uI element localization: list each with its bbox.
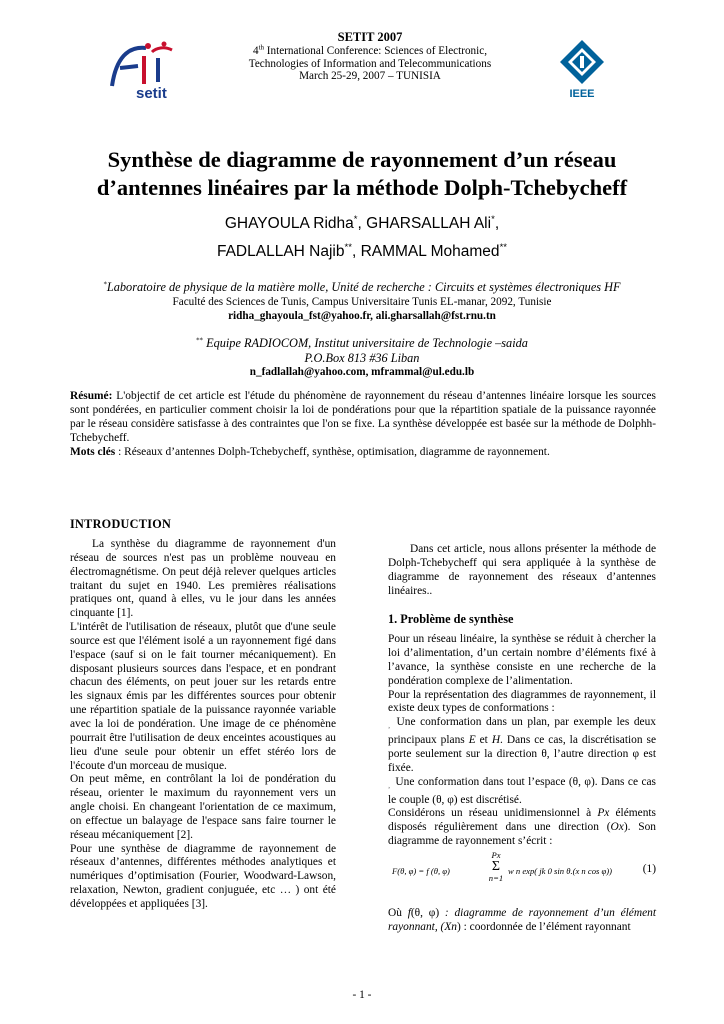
affiliation-1-address: Faculté des Sciences de Tunis, Campus Universitaire Tunis EL-manar, 2092, Tunisie <box>172 296 552 308</box>
setit-logo-text: setit <box>136 85 167 100</box>
paragraph: On peut même, en contrôlant la loi de pondération du réseau, orienter le maximum du rayonnement vers un angle choisi. En changeant l'orientation de ce maximum, on effectue un balayage de l'espace sans faire tourner le réseau mécaniquement [2]. <box>70 773 336 841</box>
equation-number: (1) <box>642 862 656 875</box>
affiliation-1 <box>60 280 664 323</box>
keywords-label: Mots clés <box>70 446 116 458</box>
affiliation-1-mark: * <box>103 280 107 289</box>
author-mark-1: * <box>353 213 358 225</box>
affiliation-2 <box>60 336 664 379</box>
bullet-plane-h: H <box>491 734 501 747</box>
bullet-text: . Dans ce cas, la discrétisation se porte seulement sur la direction θ, l’autre direction φ est fixée. <box>388 734 657 774</box>
text-run: éléments disposés régulièrement dans une direction ( <box>388 807 656 834</box>
paragraph: Pour la représentation des diagrammes de rayonnement, il existe deux types de conformations : <box>388 688 656 715</box>
bullet-item <box>388 776 656 808</box>
text-run: : diagramme de rayonnement d’un élément rayonnant, ( <box>388 906 656 933</box>
bullet-icon: ¸ <box>388 782 390 789</box>
author-list <box>60 210 664 266</box>
bullet-text: Une conformation dans tout l’espace (θ, φ). Dans ce cas le couple (θ, φ) est discrétisé. <box>388 775 656 806</box>
author-separator: , <box>494 215 500 232</box>
equation-rhs: w n exp( jk 0 sin θ.(x n cos φ)) <box>508 865 612 876</box>
conference-date: March 25-29, 2007 – TUNISIA <box>299 70 441 82</box>
section-heading-introduction: INTRODUCTION <box>70 517 172 531</box>
bullet-text: et <box>475 734 492 747</box>
sum-upper-limit: Px <box>491 849 501 860</box>
conference-line-2: Technologies of Information and Telecommunications <box>248 57 492 70</box>
affiliation-2-lab: Equipe RADIOCOM, Institut universitaire de Technologie –saida <box>203 336 528 350</box>
affiliation-2-mark: ** <box>196 336 203 345</box>
bullet-item <box>388 716 656 775</box>
affiliation-2-box: P.O.Box 813 #36 Liban <box>304 351 420 365</box>
author-separator: , <box>351 243 361 260</box>
page-number: - 1 - <box>352 989 372 1001</box>
author-mark-2: * <box>491 213 495 225</box>
abstract-text: L'objectif de cet article est l'étude du phénomène de rayonnement du réseau d’antennes linéaire lorsque les sources sont pondérées, en particulier comment choisir la loi de pondérations pour que la répartition spatiale de la puissance rayonnée par le réseau considère satisfasse à des contraintes que l'on se fixe. La synthèse développée est basée sur la méthode de Dolphh-Tchebycheff. <box>70 390 656 444</box>
title-line-2: d’antennes linéaires par la méthode Dolph-Tchebycheff <box>96 175 628 200</box>
paragraph: Dans cet article, nous allons présenter la méthode de Dolph-Tchebycheff qui sera appliquée à la synthèse de diagramme de rayonnement des réseaux d’antennes linéaires.. <box>388 543 656 597</box>
abstract-body <box>70 389 656 445</box>
text-run: Où <box>388 906 408 919</box>
ieee-logo-text: IEEE <box>569 88 595 100</box>
var-ox: Ox <box>610 821 624 834</box>
bullet-icon: ¸ <box>388 723 390 730</box>
equation-1 <box>388 851 656 893</box>
author-rammal: RAMMAL Mohamed <box>360 243 500 260</box>
text-run: ) : coordonnée de l’élément rayonnant <box>456 920 631 933</box>
author-mark-4: ** <box>499 241 508 253</box>
bullet-text: Une conformation dans un plan, par exemple les deux principaux plans <box>388 716 656 747</box>
paragraph: Pour une synthèse de diagramme de rayonnement de réseaux d’antennes, différentes méthodes analytiques et numériques d’optimisation (Fourier, Woodward-Lawson, relaxation, Newton, gradient conjuguée, etc … ) ont été développées et appliquées [3]. <box>70 842 336 910</box>
var-px: Px <box>597 807 610 820</box>
conference-line-1-text: International Conference: Sciences of Electronic, <box>263 45 488 57</box>
author-mark-3: ** <box>344 241 352 253</box>
authors-line-1 <box>60 210 664 238</box>
title-line-1: Synthèse de diagramme de rayonnement d’un réseau <box>107 147 617 172</box>
paper-title <box>60 146 664 202</box>
conference-header <box>220 30 520 83</box>
sum-sign: Σ <box>491 858 501 874</box>
right-column <box>388 543 656 935</box>
affiliation-2-emails: n_fadlallah@yahoo.com, mframmal@ul.edu.lb <box>249 366 475 378</box>
authors-line-2 <box>60 238 664 266</box>
abstract <box>70 389 656 459</box>
paragraph: L'intérêt de l'utilisation de réseaux, plutôt que d'une seule source est que l'élément isolé a un rayonnement figé dans l'espace (sauf si on le fait tourner mécaniquement). En disposant plusieurs sources dans l'espace, et en pondrant chacun des éléments, on peut jouer sur les retards entre les signaux émis par les différentes sources pour obtenir une répartition spatiale de la puissance rayonnée variable avec la loi de pondération. Une image de ce phénomène pourrait être l'utilisation de deux enceintes acoustiques au lieu d'une seule pour obtenir un effet stéréo lors de l'écoute d'un morceau de musique. <box>70 621 336 772</box>
affiliation-1-emails: ridha_ghayoula_fst@yahoo.fr, ali.gharsallah@fst.rnu.tn <box>228 310 496 322</box>
left-column <box>70 538 336 912</box>
text-run: Considérons un réseau unidimensionnel à <box>388 807 598 820</box>
spacer <box>388 893 656 907</box>
paragraph: La synthèse du diagramme de rayonnement d'un réseau de sources n'est pas un problème nouveau en électromagnétisme. On peut déjà relever quelques articles traitant du sujet en 1940. Les premières réalisations pratiques ont, quand à elles, vu le jour dans les années cinquante [1]. <box>70 538 336 620</box>
author-fadlallah: FADLALLAH Najib <box>216 243 345 260</box>
equation-lhs: F(θ, φ) = f (θ, φ) <box>392 865 450 876</box>
var-xn: Xn <box>444 920 457 933</box>
author-ghayoula: GHAYOULA Ridha <box>224 215 354 232</box>
equation-sum <box>488 851 504 883</box>
author-separator: , <box>357 215 367 232</box>
sum-lower-limit: n=1 <box>488 872 504 883</box>
affiliation-2-lab-line <box>60 336 664 351</box>
text-run: ). Son diagramme de rayonnement s’écrit : <box>388 821 656 848</box>
affiliation-1-lab: Laboratoire de physique de la matière molle, Unité de recherche : Circuits et systèmes électroniques HF <box>106 280 621 294</box>
conference-number: 4 <box>252 45 259 57</box>
setit-logo <box>98 38 188 100</box>
bullet-plane-e: E <box>468 734 476 747</box>
paragraph: Pour un réseau linéaire, la synthèse se réduit à chercher la loi d’alimentation, d’un certain nombre d’éléments fixé à l’avance, la synthèse consiste en une recherche de la pondération complexe de l’alimentation. <box>388 633 656 687</box>
section-heading-probleme-synthese: 1. Problème de synthèse <box>388 612 514 627</box>
paragraph <box>388 907 656 935</box>
text-run: (θ, φ) <box>410 906 445 919</box>
conference-line-1 <box>220 45 520 58</box>
conference-number-suffix: th <box>258 43 264 52</box>
author-gharsallah: GHARSALLAH Ali <box>366 215 492 232</box>
var-f: f <box>407 906 411 919</box>
keywords <box>70 445 656 459</box>
abstract-label: Résumé: <box>70 390 113 402</box>
conference-title: SETIT 2007 <box>337 30 403 44</box>
keywords-text: : Réseaux d’antennes Dolph-Tchebycheff, synthèse, optimisation, diagramme de rayonnement. <box>115 446 550 458</box>
paragraph <box>388 807 656 849</box>
ieee-logo <box>556 38 608 100</box>
affiliation-1-lab-line <box>60 280 664 295</box>
